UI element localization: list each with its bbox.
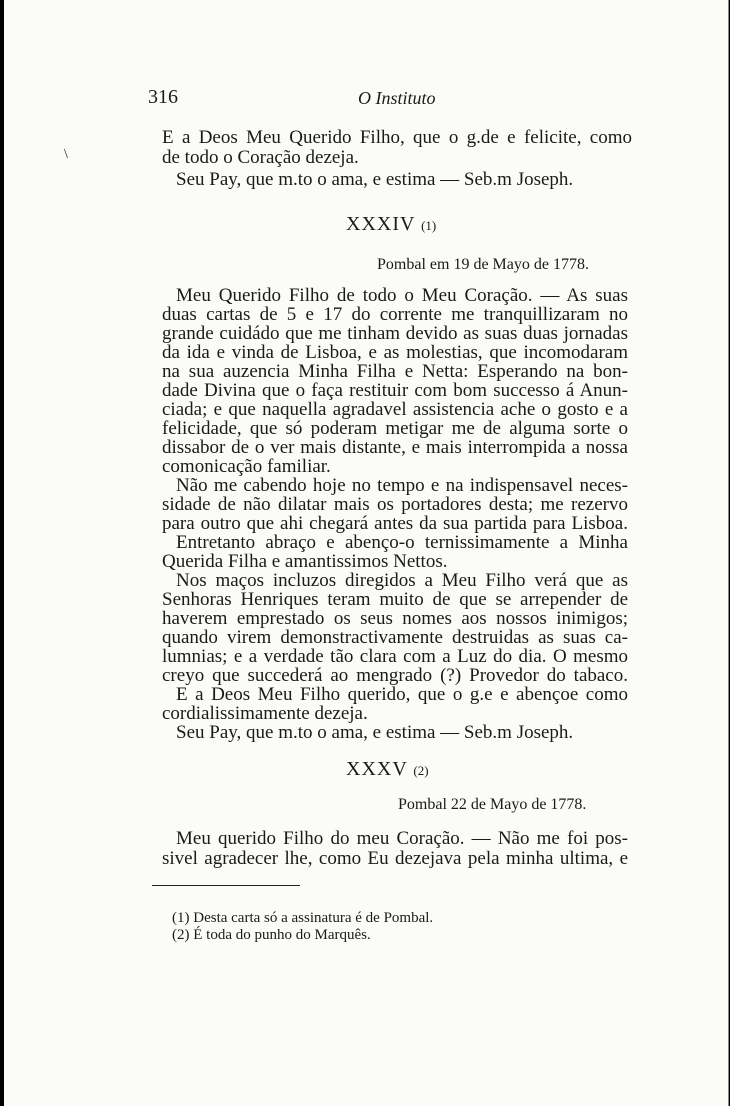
text-line: comonicação familiar. [162, 456, 331, 477]
text-line: duas cartas de 5 e 17 do corrente me tranquillizaram no [162, 304, 628, 325]
text-line: E a Deos Meu Filho querido, que o g.e e abençoe como [176, 684, 628, 705]
text-line: Não me cabendo hoje no tempo e na indispensavel neces- [176, 475, 628, 496]
text-line: grande cuidádo que me tinham devido as suas duas jornadas [162, 323, 628, 344]
page-number: 316 [148, 86, 178, 108]
margin-mark: \ [64, 147, 68, 162]
text-line: quando virem demonstractivamente destruidas as suas ca- [162, 627, 628, 648]
text-line: felicidade, que só poderam metigar me de alguma sorte o [162, 418, 628, 439]
text-line: para outro que ahi chegará antes da sua partida para Lisboa. [162, 513, 628, 534]
document-page [4, 0, 729, 1106]
footnote-ref: (2) [413, 763, 429, 778]
text-line: de todo o Coração dezeja. [162, 147, 359, 168]
footnote-ref: (1) [421, 218, 437, 233]
text-line: Seu Pay, que m.to o ama, e estima — Seb.m Joseph. [176, 722, 574, 743]
text-line: dissabor de o ver mais distante, e mais interrompida a nossa [162, 437, 628, 458]
text-line: Meu querido Filho do meu Coração. — Não me foi pos- [176, 828, 628, 849]
footnote-rule [152, 885, 300, 886]
footnote: (1) Desta carta só a assinatura é de Pombal. [172, 910, 434, 926]
text-line: haverem emprestado os seus nomes aos nossos inimigos; [162, 608, 628, 629]
text-line: creyo que succederá ao mengrado (?) Provedor do tabaco. [162, 665, 628, 686]
text-line: Senhoras Henriques teram muito de que se arrepender de [162, 589, 628, 610]
text-line: sidade de não dilatar mais os portadores desta; me rezervo [162, 494, 628, 515]
text-line: Meu Querido Filho de todo o Meu Coração. — As suas [176, 285, 628, 306]
text-line: lumnias; e a verdade tão clara com a Luz do dia. O mesmo [162, 646, 628, 667]
place-date: Pombal 22 de Mayo de 1778. [398, 796, 587, 813]
text-line: Entretanto abraço e abenço-o ternissimamente a Minha [176, 532, 628, 553]
heading-numeral: XXXV [346, 758, 408, 780]
heading-numeral: XXXIV [346, 213, 416, 235]
text-line: da ida e vinda de Lisboa, e as molestias, que incomodaram [162, 342, 628, 363]
text-line: na sua auzencia Minha Filha e Netta: Esperando na bon- [162, 361, 628, 382]
text-line: Querida Filha e amantissimos Nettos. [162, 551, 448, 572]
text-line: ciada; e que naquella agradavel assistencia ache o gosto e a [162, 399, 628, 420]
text-line: dade Divina que o faça restituir com bom successo á Anun- [162, 380, 628, 401]
letter-heading [346, 758, 429, 781]
text-line: sivel agradecer lhe, como Eu dezejava pela minha ultima, e [162, 848, 628, 869]
place-date: Pombal em 19 de Mayo de 1778. [377, 256, 589, 273]
letter-heading [346, 213, 436, 236]
text-line: cordialissimamente dezeja. [162, 703, 368, 724]
text-line: E a Deos Meu Querido Filho, que o g.de e felicite, como [162, 127, 632, 148]
running-title: O Instituto [358, 88, 436, 108]
footnote: (2) É toda do punho do Marquês. [172, 927, 371, 943]
text-line: Seu Pay, que m.to o ama, e estima — Seb.m Joseph. [176, 169, 574, 190]
text-line: Nos maços incluzos diregidos a Meu Filho verá que as [176, 570, 628, 591]
